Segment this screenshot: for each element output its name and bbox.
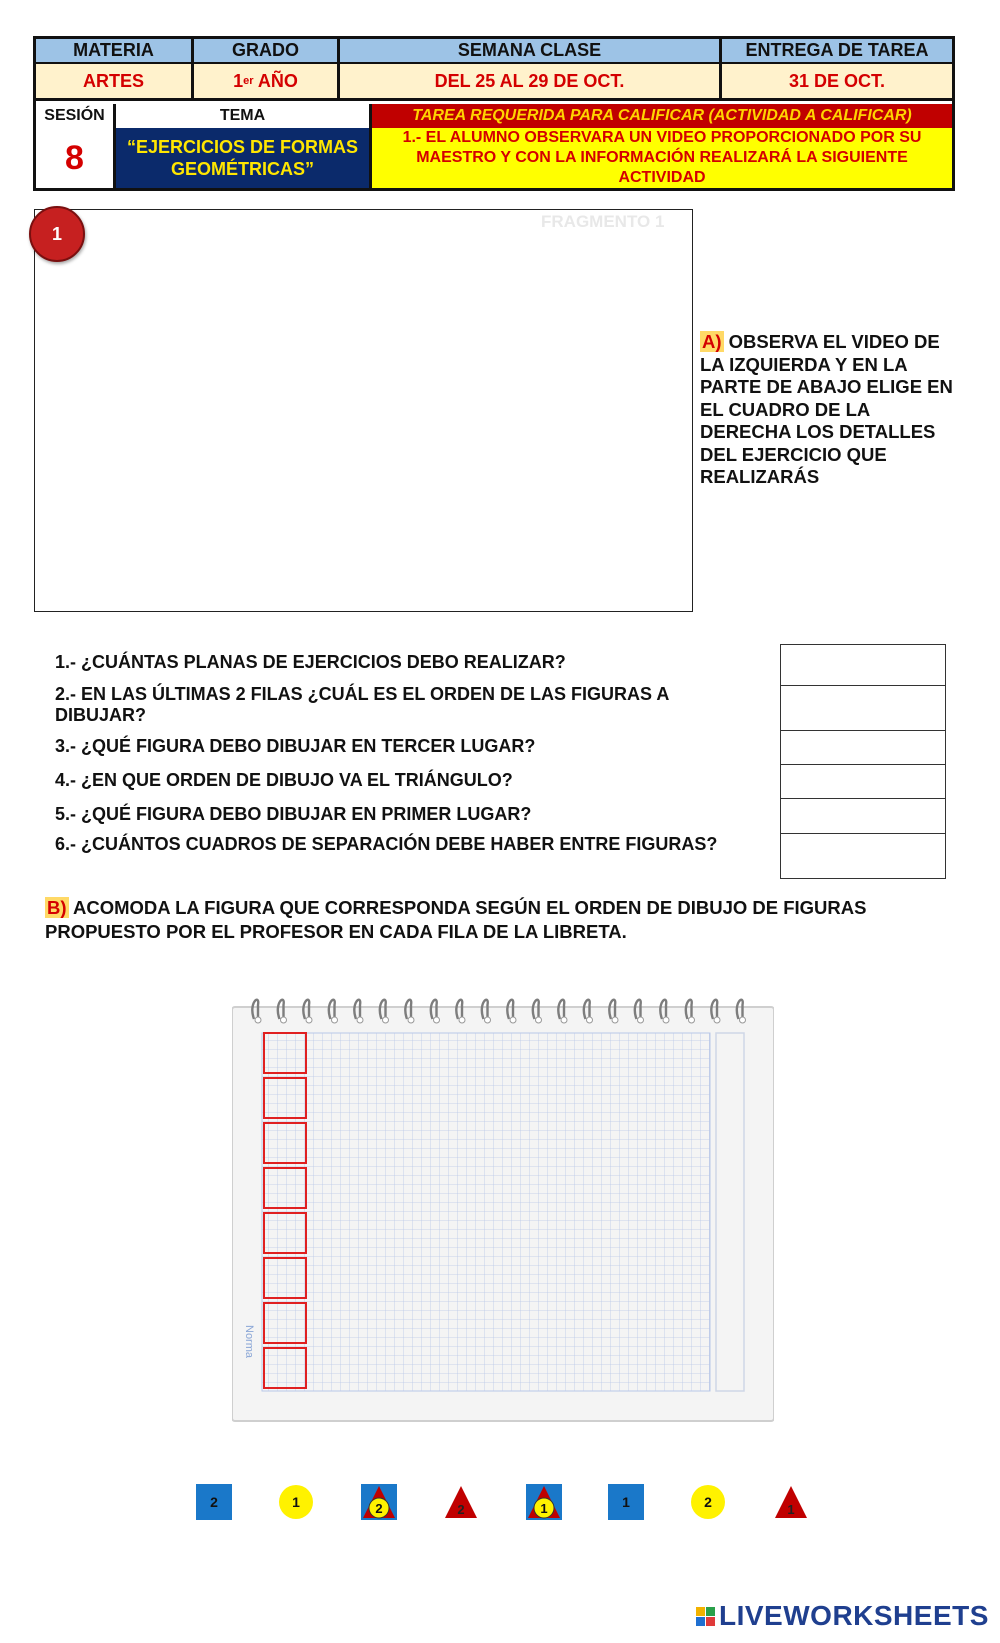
liveworksheets-logo-text: LIVEWORKSHEETS (719, 1600, 989, 1631)
notebook (232, 995, 774, 1423)
spiral-hole (714, 1017, 720, 1023)
tema-label: TEMA (116, 104, 372, 128)
tema-value: “EJERCICIOS DE FORMAS GEOMÉTRICAS” (116, 128, 372, 188)
token-triangle[interactable] (773, 1484, 809, 1520)
liveworksheets-logo-icon (696, 1607, 715, 1626)
grado-value-num: 1 (233, 70, 244, 91)
spiral-hole (587, 1017, 593, 1023)
token-square[interactable] (608, 1484, 644, 1520)
materia-value: ARTES (36, 64, 194, 101)
spiral-hole (383, 1017, 389, 1023)
spiral-hole (638, 1017, 644, 1023)
sesion-label: SESIÓN (36, 104, 116, 128)
section-a-text: OBSERVA EL VIDEO DE LA IZQUIERDA Y EN LA PARTE DE ABAJO ELIGE EN EL CUADRO DE LA DERECHA LOS DETALLES DEL EJERCICIO QUE REALIZARÁS (700, 331, 953, 487)
spiral-hole (612, 1017, 618, 1023)
notebook-brand: Norma (243, 1325, 255, 1359)
token-square-triangle-circle[interactable] (526, 1484, 562, 1520)
answer-box-6[interactable] (780, 833, 946, 879)
spiral-hole (485, 1017, 491, 1023)
grado-value-rest: AÑO (253, 70, 298, 91)
token-label: 1 (292, 1494, 300, 1510)
spiral-hole (663, 1017, 669, 1023)
combined-shape (526, 1484, 562, 1520)
triangle-shape (443, 1484, 479, 1520)
answer-box-4[interactable] (780, 764, 946, 799)
question-2: 2.- EN LAS ÚLTIMAS 2 FILAS ¿CUÁL ES EL ORDEN DE LAS FIGURAS A DIBUJAR? (55, 684, 669, 725)
token-label: 1 (622, 1494, 630, 1510)
question-1: 1.- ¿CUÁNTAS PLANAS DE EJERCICIOS DEBO REALIZAR? (55, 652, 566, 672)
spiral-hole (561, 1017, 567, 1023)
semana-label: SEMANA CLASE (340, 39, 722, 64)
spiral-hole (459, 1017, 465, 1023)
fragment-badge[interactable]: 1 (29, 206, 85, 262)
spiral-hole (536, 1017, 542, 1023)
spiral-hole (740, 1017, 746, 1023)
grado-value-sup: er (243, 75, 254, 87)
token-circle[interactable] (690, 1484, 726, 1520)
question-5: 5.- ¿QUÉ FIGURA DEBO DIBUJAR EN PRIMER LUGAR? (55, 804, 532, 824)
answer-box-3[interactable] (780, 730, 946, 765)
answer-box-1[interactable] (780, 644, 946, 686)
video-player[interactable] (34, 209, 693, 612)
spiral-hole (332, 1017, 338, 1023)
section-a-instruction (700, 331, 960, 489)
section-b-marker: B) (47, 897, 67, 918)
spiral-hole (281, 1017, 287, 1023)
notebook-grid (262, 1033, 710, 1391)
answer-box-5[interactable] (780, 798, 946, 834)
sesion-value: 8 (36, 128, 116, 188)
header-table (33, 36, 955, 191)
section-b-instruction (45, 896, 945, 944)
materia-label: MATERIA (36, 39, 194, 64)
question-3: 3.- ¿QUÉ FIGURA DEBO DIBUJAR EN TERCER LUGAR? (55, 736, 536, 756)
spiral-hole (255, 1017, 261, 1023)
question-4: 4.- ¿EN QUE ORDEN DE DIBUJO VA EL TRIÁNGULO? (55, 770, 513, 790)
token-square[interactable] (196, 1484, 232, 1520)
token-label: 2 (704, 1494, 712, 1510)
token-triangle[interactable] (443, 1484, 479, 1520)
circle-shape (279, 1485, 313, 1519)
token-label: 1 (540, 1501, 548, 1516)
token-label: 2 (375, 1501, 383, 1516)
tarea-label: TAREA REQUERIDA PARA CALIFICAR (ACTIVIDAD A CALIFICAR) (372, 104, 952, 128)
entrega-value: 31 DE OCT. (722, 64, 952, 101)
token-circle[interactable] (278, 1484, 314, 1520)
token-label: 1 (787, 1502, 795, 1517)
liveworksheets-logo (696, 1600, 989, 1632)
notebook-graphic (232, 995, 774, 1423)
token-label: 2 (457, 1502, 465, 1517)
answer-box-2[interactable] (780, 685, 946, 731)
circle-shape (691, 1485, 725, 1519)
tarea-text: 1.- EL ALUMNO OBSERVARA UN VIDEO PROPORCIONADO POR SU MAESTRO Y CON LA INFORMACIÓN REALIZARÁ LA SIGUIENTE ACTIVIDAD (372, 128, 952, 188)
token-label: 2 (210, 1494, 218, 1510)
spiral-hole (510, 1017, 516, 1023)
grado-label: GRADO (194, 39, 340, 64)
grado-value (194, 64, 340, 101)
section-a-marker: A) (702, 331, 722, 352)
question-6: 6.- ¿CUÁNTOS CUADROS DE SEPARACIÓN DEBE HABER ENTRE FIGURAS? (55, 834, 718, 854)
spiral-hole (689, 1017, 695, 1023)
spiral-hole (357, 1017, 363, 1023)
spiral-hole (434, 1017, 440, 1023)
semana-value: DEL 25 AL 29 DE OCT. (340, 64, 722, 101)
token-square-triangle-circle[interactable] (361, 1484, 397, 1520)
fragment-label: FRAGMENTO 1 (541, 212, 665, 231)
spiral-hole (306, 1017, 312, 1023)
combined-shape (361, 1484, 397, 1520)
section-b-text: ACOMODA LA FIGURA QUE CORRESPONDA SEGÚN EL ORDEN DE DIBUJO DE FIGURAS PROPUESTO POR EL PROFESOR EN CADA FILA DE LA LIBRETA. (45, 897, 867, 942)
triangle-shape (773, 1484, 809, 1520)
entrega-label: ENTREGA DE TAREA (722, 39, 952, 64)
spiral-hole (408, 1017, 414, 1023)
